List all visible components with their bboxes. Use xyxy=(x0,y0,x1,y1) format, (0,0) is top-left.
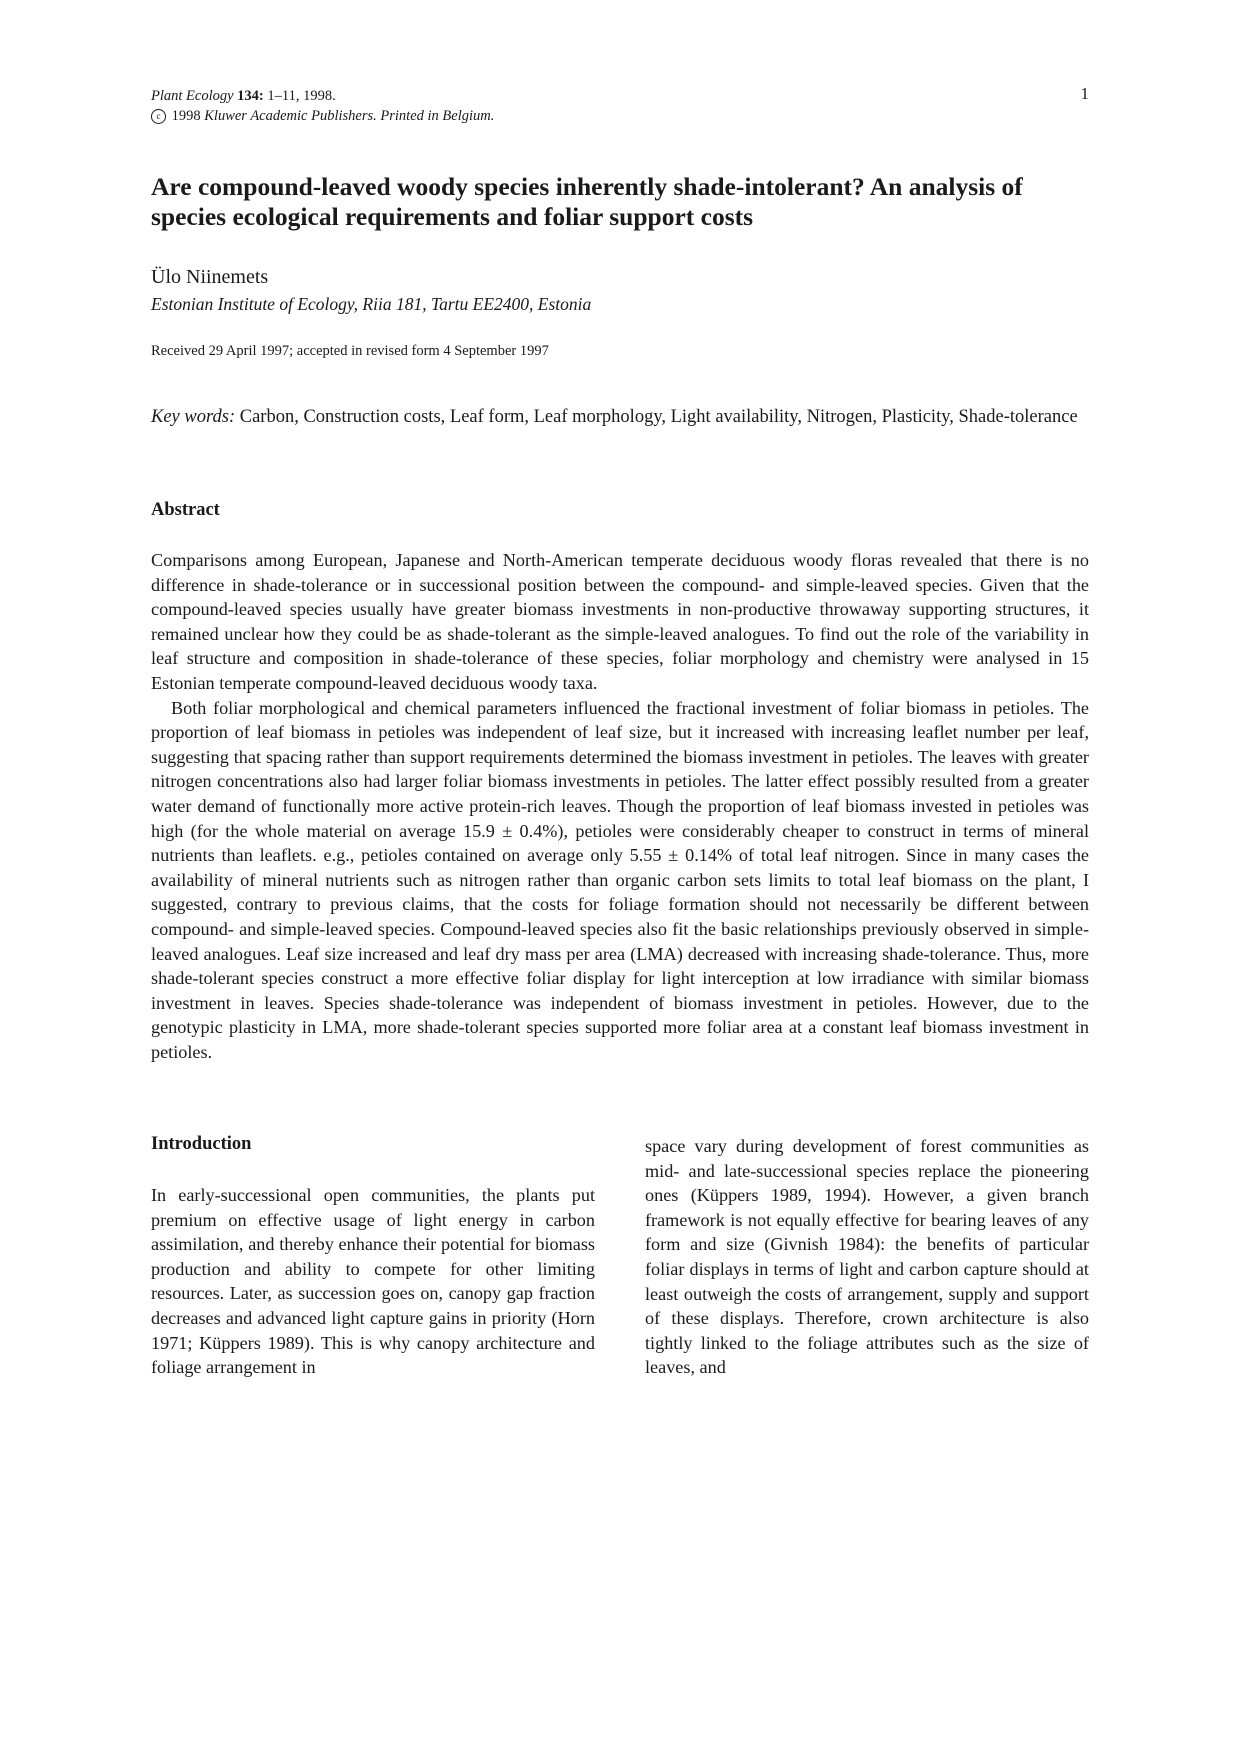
journal-header xyxy=(151,86,494,126)
body-paragraph: space vary during development of forest communities as mid- and late-successional species replace the pioneering ones (Küppers 1989, 1994). However, a given branch framework is not equally effective for bearing leaves of any form and size (Givnish 1984): the benefits of particular foliar displays in terms of light and carbon capture should at least outweigh the costs of arrangement, supply and support of these displays. Therefore, crown architecture is also tightly linked to the foliage attributes such as the size of leaves, and xyxy=(645,1136,1089,1378)
keywords-list: Carbon, Construction costs, Leaf form, Leaf morphology, Light availability, Nitrogen, Plasticity, Shade-tolerance xyxy=(239,407,1078,427)
author-affiliation: Estonian Institute of Ecology, Riia 181, Tartu EE2400, Estonia xyxy=(151,294,592,314)
keywords-label: Key words: xyxy=(151,407,236,427)
journal-pages-year: 1–11, 1998. xyxy=(267,88,336,104)
received-dates: Received 29 April 1997; accepted in revised form 4 September 1997 xyxy=(151,343,549,359)
publisher-note: Kluwer Academic Publishers. Printed in Belgium. xyxy=(204,108,495,124)
copyright-icon: c xyxy=(151,109,166,124)
abstract-paragraph: Both foliar morphological and chemical parameters influenced the fractional investment of foliar biomass in petioles. The proportion of leaf biomass in petioles was independent of leaf size, but it increased with increasing leaflet number per leaf, suggesting that spacing rather than support requirements determined the biomass investment in petioles. The leaves with greater nitrogen concentrations also had larger foliar biomass investments in petioles. The latter effect possibly resulted from a greater water demand of functionally more active protein-rich leaves. Though the proportion of leaf biomass invested in petioles was high (for the whole material on average 15.9 ± 0.4%), petioles were considerably cheaper to construct in terms of mineral nutrients than leaflets. e.g., petioles contained on average only 5.55 ± 0.14% of total leaf nitrogen. Since in many cases the availability of mineral nutrients such as nitrogen rather than organic carbon sets limits to total leaf biomass on the plant, I suggested, contrary to previous claims, that the costs for foliage formation should not necessarily be different between compound- and simple-leaved species. Compound-leaved species also fit the basic relationships previously observed in simple-leaved analogues. Leaf size increased and leaf dry mass per area (LMA) decreased with increasing shade-tolerance. Thus, more shade-tolerant species construct a more effective foliar display for light interception at low irradiance with similar biomass investment in leaves. Species shade-tolerance was independent of biomass investment in petioles. However, due to the genotypic plasticity in LMA, more shade-tolerant species supported more foliar area at a constant leaf biomass investment in petioles. xyxy=(151,697,1089,1062)
abstract-paragraph: Comparisons among European, Japanese and North-American temperate deciduous woody floras revealed that there is no difference in shade-tolerance or in successional position between the compound- and simple-leaved species. Given that the compound-leaved species usually have greater biomass investments in non-productive throwaway supporting structures, it remained unclear how they could be as shade-tolerant as the simple-leaved analogues. To find out the role of the variability in leaf structure and composition in shade-tolerance of these species, foliar morphology and chemistry were analysed in 15 Estonian temperate compound-leaved deciduous woody taxa. xyxy=(151,550,1089,693)
introduction-left-column xyxy=(151,1183,595,1380)
journal-volume: 134: xyxy=(237,88,264,104)
author-name: Ülo Niinemets xyxy=(151,266,269,288)
article-title: Are compound-leaved woody species inherently shade-intolerant? An analysis of species ecological requirements and foliar support costs xyxy=(151,172,1023,231)
copyright-year: 1998 xyxy=(171,108,201,124)
copyright-line xyxy=(151,106,494,126)
abstract-heading: Abstract xyxy=(151,500,220,520)
body-paragraph: In early-successional open communities, the plants put premium on effective usage of light energy in carbon assimilation, and thereby enhance their potential for biomass production and ability to compete for other limiting resources. Later, as succession goes on, canopy gap fraction decreases and advanced light capture gains in priority (Horn 1971; Küppers 1989). This is why canopy architecture and foliage arrangement in xyxy=(151,1185,595,1378)
citation-line xyxy=(151,86,494,106)
introduction-right-column xyxy=(645,1134,1089,1380)
journal-name: Plant Ecology xyxy=(151,88,234,104)
keywords xyxy=(151,405,1089,430)
abstract-body xyxy=(151,548,1089,1064)
page-number: 1 xyxy=(1080,84,1089,103)
introduction-heading: Introduction xyxy=(151,1134,252,1154)
